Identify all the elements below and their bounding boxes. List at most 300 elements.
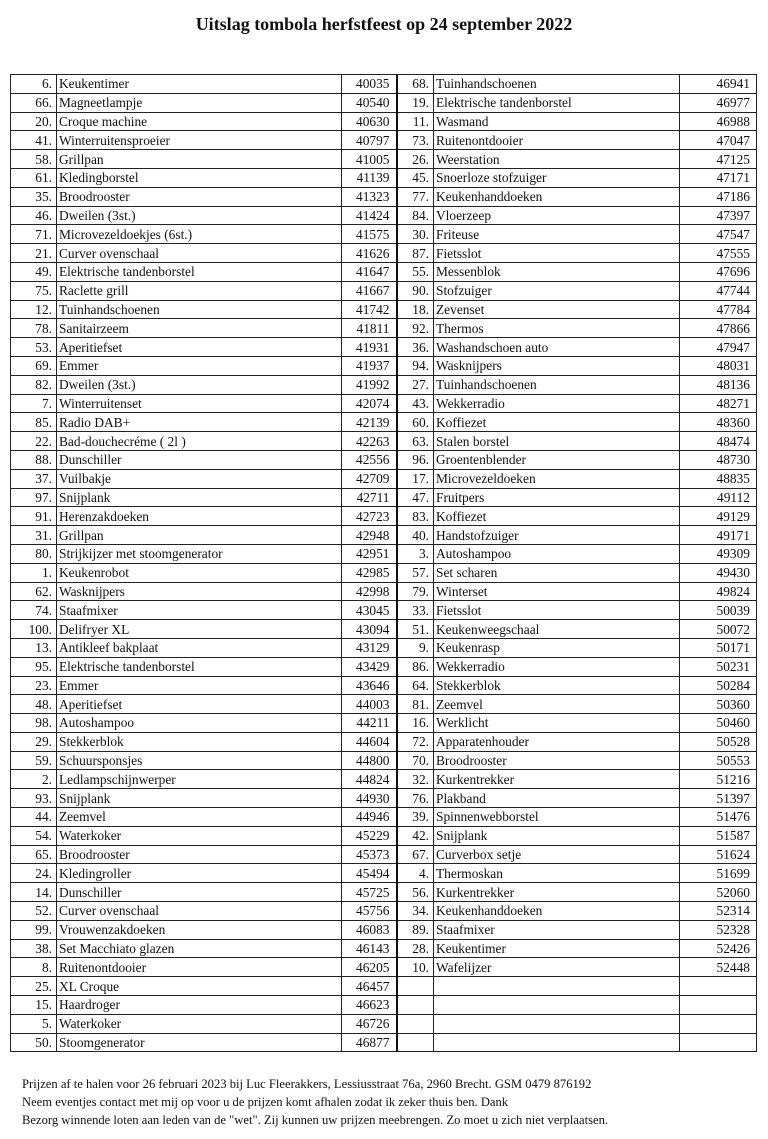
ticket-number: 41139 bbox=[342, 168, 397, 187]
page-title: Uitslag tombola herfstfeest op 24 september 2022 bbox=[195, 14, 573, 34]
prize-name: Stoomgenerator bbox=[57, 1033, 342, 1052]
prize-name: XL Croque bbox=[57, 977, 342, 996]
ticket-number: 50231 bbox=[680, 657, 757, 676]
ticket-number bbox=[680, 1033, 757, 1052]
ticket-number: 50284 bbox=[680, 676, 757, 695]
ticket-number: 47696 bbox=[680, 262, 757, 281]
prize-name: Haardroger bbox=[57, 996, 342, 1015]
ticket-number: 51476 bbox=[680, 808, 757, 827]
prize-name: Schuursponsjes bbox=[57, 751, 342, 770]
prize-number: 52. bbox=[11, 902, 57, 921]
prize-name: Weerstation bbox=[434, 150, 680, 169]
prize-name: Fietsslot bbox=[434, 601, 680, 620]
prize-name: Keukenrasp bbox=[434, 638, 680, 657]
prize-number: 93. bbox=[11, 789, 57, 808]
prize-name bbox=[434, 1033, 680, 1052]
prize-number: 38. bbox=[11, 939, 57, 958]
ticket-number: 41323 bbox=[342, 187, 397, 206]
prize-name: Strijkijzer met stoomgenerator bbox=[57, 544, 342, 563]
ticket-number: 41992 bbox=[342, 375, 397, 394]
prize-name: Zevenset bbox=[434, 300, 680, 319]
prize-name: Broodrooster bbox=[434, 751, 680, 770]
prize-number: 95. bbox=[11, 657, 57, 676]
prize-name: Waterkoker bbox=[57, 1014, 342, 1033]
ticket-number: 40797 bbox=[342, 131, 397, 150]
ticket-number: 51699 bbox=[680, 864, 757, 883]
ticket-number: 45725 bbox=[342, 883, 397, 902]
table-row bbox=[11, 262, 757, 281]
prize-name: Emmer bbox=[57, 676, 342, 695]
ticket-number: 40540 bbox=[342, 93, 397, 112]
prize-number: 91. bbox=[11, 507, 57, 526]
table-row bbox=[11, 751, 757, 770]
prize-number: 34. bbox=[397, 902, 434, 921]
prize-name: Wafelijzer bbox=[434, 958, 680, 977]
ticket-number: 52328 bbox=[680, 920, 757, 939]
ticket-number: 44604 bbox=[342, 732, 397, 751]
prize-number: 54. bbox=[11, 826, 57, 845]
prize-number: 69. bbox=[11, 356, 57, 375]
ticket-number: 44003 bbox=[342, 695, 397, 714]
prize-number: 56. bbox=[397, 883, 434, 902]
ticket-number: 47744 bbox=[680, 281, 757, 300]
prize-number: 18. bbox=[397, 300, 434, 319]
ticket-number: 48835 bbox=[680, 469, 757, 488]
prize-number: 66. bbox=[11, 93, 57, 112]
table-row bbox=[11, 93, 757, 112]
prize-name: Keukenhanddoeken bbox=[434, 187, 680, 206]
ticket-number: 42556 bbox=[342, 450, 397, 469]
ticket-number: 42951 bbox=[342, 544, 397, 563]
prize-number: 25. bbox=[11, 977, 57, 996]
ticket-number: 45494 bbox=[342, 864, 397, 883]
prize-name: Antikleef bakplaat bbox=[57, 638, 342, 657]
prize-number bbox=[397, 977, 434, 996]
prize-name: Winterruitenset bbox=[57, 394, 342, 413]
table-row bbox=[11, 808, 757, 827]
prize-number: 67. bbox=[397, 845, 434, 864]
ticket-number: 44930 bbox=[342, 789, 397, 808]
prize-name: Elektrische tandenborstel bbox=[434, 93, 680, 112]
prize-number: 99. bbox=[11, 920, 57, 939]
prize-name: Keukenhanddoeken bbox=[434, 902, 680, 921]
table-row bbox=[11, 770, 757, 789]
ticket-number: 47171 bbox=[680, 168, 757, 187]
prize-number bbox=[397, 996, 434, 1015]
ticket-number: 48474 bbox=[680, 432, 757, 451]
ticket-number: 48360 bbox=[680, 413, 757, 432]
prize-number: 63. bbox=[397, 432, 434, 451]
ticket-number: 46457 bbox=[342, 977, 397, 996]
prize-name: Grillpan bbox=[57, 150, 342, 169]
ticket-number: 42074 bbox=[342, 394, 397, 413]
prize-name: Dweilen (3st.) bbox=[57, 375, 342, 394]
ticket-number: 46205 bbox=[342, 958, 397, 977]
prize-name: Snijplank bbox=[434, 826, 680, 845]
prize-name: Stekkerblok bbox=[434, 676, 680, 695]
prize-number: 82. bbox=[11, 375, 57, 394]
ticket-number: 46143 bbox=[342, 939, 397, 958]
prize-name: Spinnenwebborstel bbox=[434, 808, 680, 827]
prize-number: 41. bbox=[11, 131, 57, 150]
table-row bbox=[11, 168, 757, 187]
table-row bbox=[11, 601, 757, 620]
prize-number: 60. bbox=[397, 413, 434, 432]
prize-number: 92. bbox=[397, 319, 434, 338]
prize-name: Keukenrobot bbox=[57, 563, 342, 582]
prize-name: Tuinhandschoenen bbox=[57, 300, 342, 319]
ticket-number: 51397 bbox=[680, 789, 757, 808]
ticket-number: 45373 bbox=[342, 845, 397, 864]
table-row bbox=[11, 356, 757, 375]
prize-name: Winterruitensproeier bbox=[57, 131, 342, 150]
prize-name: Sanitairzeem bbox=[57, 319, 342, 338]
table-row bbox=[11, 620, 757, 639]
prize-name: Apparatenhouder bbox=[434, 732, 680, 751]
prize-number: 26. bbox=[397, 150, 434, 169]
table-row bbox=[11, 225, 757, 244]
prize-number: 59. bbox=[11, 751, 57, 770]
prize-name: Autoshampoo bbox=[57, 714, 342, 733]
prize-name: Autoshampoo bbox=[434, 544, 680, 563]
prize-name bbox=[434, 1014, 680, 1033]
table-row bbox=[11, 864, 757, 883]
prize-name: Kledingroller bbox=[57, 864, 342, 883]
prize-number: 68. bbox=[397, 75, 434, 94]
prize-number: 40. bbox=[397, 526, 434, 545]
prize-number: 4. bbox=[397, 864, 434, 883]
ticket-number: 41647 bbox=[342, 262, 397, 281]
table-row bbox=[11, 75, 757, 94]
prize-name bbox=[434, 996, 680, 1015]
ticket-number: 41667 bbox=[342, 281, 397, 300]
ticket-number: 42948 bbox=[342, 526, 397, 545]
prize-name: Washandschoen auto bbox=[434, 338, 680, 357]
table-row bbox=[11, 526, 757, 545]
ticket-number: 46726 bbox=[342, 1014, 397, 1033]
ticket-number: 50553 bbox=[680, 751, 757, 770]
prize-name: Raclette grill bbox=[57, 281, 342, 300]
table-row bbox=[11, 187, 757, 206]
prize-name: Koffiezet bbox=[434, 413, 680, 432]
ticket-number: 49430 bbox=[680, 563, 757, 582]
table-row bbox=[11, 563, 757, 582]
prize-name: Set scharen bbox=[434, 563, 680, 582]
prize-name: Microvezeldoeken bbox=[434, 469, 680, 488]
prize-number: 45. bbox=[397, 168, 434, 187]
prize-name bbox=[434, 977, 680, 996]
prize-number: 31. bbox=[11, 526, 57, 545]
ticket-number: 48136 bbox=[680, 375, 757, 394]
ticket-number: 42998 bbox=[342, 582, 397, 601]
prize-number: 71. bbox=[11, 225, 57, 244]
prize-number: 79. bbox=[397, 582, 434, 601]
table-row bbox=[11, 206, 757, 225]
prize-number: 51. bbox=[397, 620, 434, 639]
prize-number: 62. bbox=[11, 582, 57, 601]
prize-name: Handstofzuiger bbox=[434, 526, 680, 545]
ticket-number: 50171 bbox=[680, 638, 757, 657]
prize-name: Staafmixer bbox=[57, 601, 342, 620]
prize-name: Vrouwenzakdoeken bbox=[57, 920, 342, 939]
prize-number: 44. bbox=[11, 808, 57, 827]
prize-number: 5. bbox=[11, 1014, 57, 1033]
prize-number: 43. bbox=[397, 394, 434, 413]
prize-name: Zeemvel bbox=[57, 808, 342, 827]
ticket-number: 42985 bbox=[342, 563, 397, 582]
prize-number: 16. bbox=[397, 714, 434, 733]
prize-number: 78. bbox=[11, 319, 57, 338]
prize-number: 11. bbox=[397, 112, 434, 131]
table-row bbox=[11, 432, 757, 451]
ticket-number: 50360 bbox=[680, 695, 757, 714]
table-row bbox=[11, 319, 757, 338]
prize-name: Thermoskan bbox=[434, 864, 680, 883]
prize-name: Wasmand bbox=[434, 112, 680, 131]
ticket-number: 50460 bbox=[680, 714, 757, 733]
ticket-number: 43094 bbox=[342, 620, 397, 639]
prize-number: 58. bbox=[11, 150, 57, 169]
table-row bbox=[11, 507, 757, 526]
prize-name: Winterset bbox=[434, 582, 680, 601]
prize-number: 23. bbox=[11, 676, 57, 695]
prize-number: 21. bbox=[11, 244, 57, 263]
prize-name: Ruitenontdooier bbox=[434, 131, 680, 150]
prize-name: Ruitenontdooier bbox=[57, 958, 342, 977]
table-row bbox=[11, 657, 757, 676]
prize-number: 100. bbox=[11, 620, 57, 639]
prize-number: 49. bbox=[11, 262, 57, 281]
ticket-number: 41005 bbox=[342, 150, 397, 169]
prize-name: Staafmixer bbox=[434, 920, 680, 939]
prize-name: Vloerzeep bbox=[434, 206, 680, 225]
prize-number: 57. bbox=[397, 563, 434, 582]
ticket-number: 51624 bbox=[680, 845, 757, 864]
prize-name: Snijplank bbox=[57, 789, 342, 808]
prize-number: 37. bbox=[11, 469, 57, 488]
prize-number: 65. bbox=[11, 845, 57, 864]
prize-number: 22. bbox=[11, 432, 57, 451]
prize-number: 10. bbox=[397, 958, 434, 977]
ticket-number: 49824 bbox=[680, 582, 757, 601]
prize-name: Wasknijpers bbox=[57, 582, 342, 601]
table-row bbox=[11, 112, 757, 131]
prize-number: 17. bbox=[397, 469, 434, 488]
prize-number: 81. bbox=[397, 695, 434, 714]
ticket-number: 49171 bbox=[680, 526, 757, 545]
ticket-number bbox=[680, 1014, 757, 1033]
prize-number: 94. bbox=[397, 356, 434, 375]
prize-number: 55. bbox=[397, 262, 434, 281]
ticket-number: 49309 bbox=[680, 544, 757, 563]
prize-number: 75. bbox=[11, 281, 57, 300]
prize-name: Microvezeldoekjes (6st.) bbox=[57, 225, 342, 244]
footer-pickup-line: Prijzen af te halen voor 26 februari 2023 bij Luc Fleerakkers, Lessiusstraat 76a, 2960 Brecht. GSM 0479 876192 bbox=[22, 1077, 592, 1091]
prize-number: 48. bbox=[11, 695, 57, 714]
prize-name: Emmer bbox=[57, 356, 342, 375]
prize-number: 20. bbox=[11, 112, 57, 131]
prize-name: Fruitpers bbox=[434, 488, 680, 507]
ticket-number: 49112 bbox=[680, 488, 757, 507]
prize-name: Stekkerblok bbox=[57, 732, 342, 751]
ticket-number: 47397 bbox=[680, 206, 757, 225]
prize-name: Magneetlampje bbox=[57, 93, 342, 112]
ticket-number: 42711 bbox=[342, 488, 397, 507]
table-row bbox=[11, 338, 757, 357]
prize-name: Herenzakdoeken bbox=[57, 507, 342, 526]
prize-number: 90. bbox=[397, 281, 434, 300]
ticket-number: 41626 bbox=[342, 244, 397, 263]
footer-notes bbox=[22, 1075, 762, 1129]
prize-name: Stofzuiger bbox=[434, 281, 680, 300]
prize-number bbox=[397, 1014, 434, 1033]
prize-name: Groentenblender bbox=[434, 450, 680, 469]
table-row bbox=[11, 958, 757, 977]
prize-name: Grillpan bbox=[57, 526, 342, 545]
prize-number: 46. bbox=[11, 206, 57, 225]
prize-name: Wekkerradio bbox=[434, 657, 680, 676]
prize-number: 36. bbox=[397, 338, 434, 357]
prize-number: 12. bbox=[11, 300, 57, 319]
ticket-number: 43429 bbox=[342, 657, 397, 676]
ticket-number bbox=[680, 996, 757, 1015]
prize-number: 9. bbox=[397, 638, 434, 657]
prize-number: 85. bbox=[11, 413, 57, 432]
prize-name: Keukenweegschaal bbox=[434, 620, 680, 639]
ticket-number: 47947 bbox=[680, 338, 757, 357]
prize-number: 80. bbox=[11, 544, 57, 563]
prize-name: Dunschiller bbox=[57, 883, 342, 902]
table-row bbox=[11, 1033, 757, 1052]
prize-number: 39. bbox=[397, 808, 434, 827]
ticket-number: 42139 bbox=[342, 413, 397, 432]
prize-name: Dunschiller bbox=[57, 450, 342, 469]
table-row bbox=[11, 676, 757, 695]
ticket-number: 44800 bbox=[342, 751, 397, 770]
table-row bbox=[11, 920, 757, 939]
table-row bbox=[11, 375, 757, 394]
prize-name: Waterkoker bbox=[57, 826, 342, 845]
prize-name: Keukentimer bbox=[434, 939, 680, 958]
results-table bbox=[10, 74, 757, 1052]
prize-number: 47. bbox=[397, 488, 434, 507]
prize-name: Aperitiefset bbox=[57, 338, 342, 357]
ticket-number: 44946 bbox=[342, 808, 397, 827]
prize-name: Stalen borstel bbox=[434, 432, 680, 451]
ticket-number: 44824 bbox=[342, 770, 397, 789]
table-row bbox=[11, 638, 757, 657]
prize-name: Wasknijpers bbox=[434, 356, 680, 375]
table-row bbox=[11, 281, 757, 300]
table-row bbox=[11, 450, 757, 469]
table-row bbox=[11, 845, 757, 864]
ticket-number: 51216 bbox=[680, 770, 757, 789]
prize-name: Elektrische tandenborstel bbox=[57, 262, 342, 281]
prize-number: 70. bbox=[397, 751, 434, 770]
table-row bbox=[11, 977, 757, 996]
prize-number: 89. bbox=[397, 920, 434, 939]
table-row bbox=[11, 244, 757, 263]
prize-name: Keukentimer bbox=[57, 75, 342, 94]
prize-number: 7. bbox=[11, 394, 57, 413]
ticket-number: 47047 bbox=[680, 131, 757, 150]
ticket-number: 40630 bbox=[342, 112, 397, 131]
prize-name: Aperitiefset bbox=[57, 695, 342, 714]
prize-name: Zeemvel bbox=[434, 695, 680, 714]
ticket-number: 46623 bbox=[342, 996, 397, 1015]
prize-name: Plakband bbox=[434, 789, 680, 808]
table-row bbox=[11, 488, 757, 507]
ticket-number: 46083 bbox=[342, 920, 397, 939]
prize-name: Radio DAB+ bbox=[57, 413, 342, 432]
ticket-number: 46977 bbox=[680, 93, 757, 112]
prize-number: 98. bbox=[11, 714, 57, 733]
table-row bbox=[11, 902, 757, 921]
table-row bbox=[11, 883, 757, 902]
ticket-number: 43129 bbox=[342, 638, 397, 657]
prize-name: Kurkentrekker bbox=[434, 883, 680, 902]
prize-number: 84. bbox=[397, 206, 434, 225]
prize-number: 96. bbox=[397, 450, 434, 469]
prize-name: Koffiezet bbox=[434, 507, 680, 526]
ticket-number: 42709 bbox=[342, 469, 397, 488]
prize-number: 97. bbox=[11, 488, 57, 507]
prize-number: 72. bbox=[397, 732, 434, 751]
prize-name: Delifryer XL bbox=[57, 620, 342, 639]
ticket-number: 48031 bbox=[680, 356, 757, 375]
ticket-number: 41575 bbox=[342, 225, 397, 244]
prize-number: 76. bbox=[397, 789, 434, 808]
ticket-number: 41424 bbox=[342, 206, 397, 225]
prize-number: 42. bbox=[397, 826, 434, 845]
ticket-number: 48271 bbox=[680, 394, 757, 413]
prize-number: 2. bbox=[11, 770, 57, 789]
ticket-number: 47547 bbox=[680, 225, 757, 244]
prize-name: Vuilbakje bbox=[57, 469, 342, 488]
ticket-number: 50528 bbox=[680, 732, 757, 751]
table-row bbox=[11, 582, 757, 601]
prize-number: 30. bbox=[397, 225, 434, 244]
prize-number: 73. bbox=[397, 131, 434, 150]
prize-number: 88. bbox=[11, 450, 57, 469]
prize-name: Croque machine bbox=[57, 112, 342, 131]
footer-contact-line: Neem eventjes contact met mij op voor u de prijzen komt afhalen zodat ik zeker thuis ben. Dank bbox=[22, 1095, 509, 1109]
table-row bbox=[11, 695, 757, 714]
prize-name: Messenblok bbox=[434, 262, 680, 281]
prize-number: 27. bbox=[397, 375, 434, 394]
ticket-number: 42723 bbox=[342, 507, 397, 526]
prize-number: 50. bbox=[11, 1033, 57, 1052]
prize-number bbox=[397, 1033, 434, 1052]
prize-number: 19. bbox=[397, 93, 434, 112]
prize-name: Snijplank bbox=[57, 488, 342, 507]
prize-name: Snoerloze stofzuiger bbox=[434, 168, 680, 187]
prize-name: Kledingborstel bbox=[57, 168, 342, 187]
ticket-number: 47555 bbox=[680, 244, 757, 263]
ticket-number: 47186 bbox=[680, 187, 757, 206]
ticket-number: 49129 bbox=[680, 507, 757, 526]
prize-name: Broodrooster bbox=[57, 187, 342, 206]
table-row bbox=[11, 300, 757, 319]
prize-number: 8. bbox=[11, 958, 57, 977]
prize-name: Kurkentrekker bbox=[434, 770, 680, 789]
prize-number: 74. bbox=[11, 601, 57, 620]
prize-name: Friteuse bbox=[434, 225, 680, 244]
table-row bbox=[11, 826, 757, 845]
ticket-number: 43646 bbox=[342, 676, 397, 695]
prize-name: Ledlampschijnwerper bbox=[57, 770, 342, 789]
prize-number: 3. bbox=[397, 544, 434, 563]
